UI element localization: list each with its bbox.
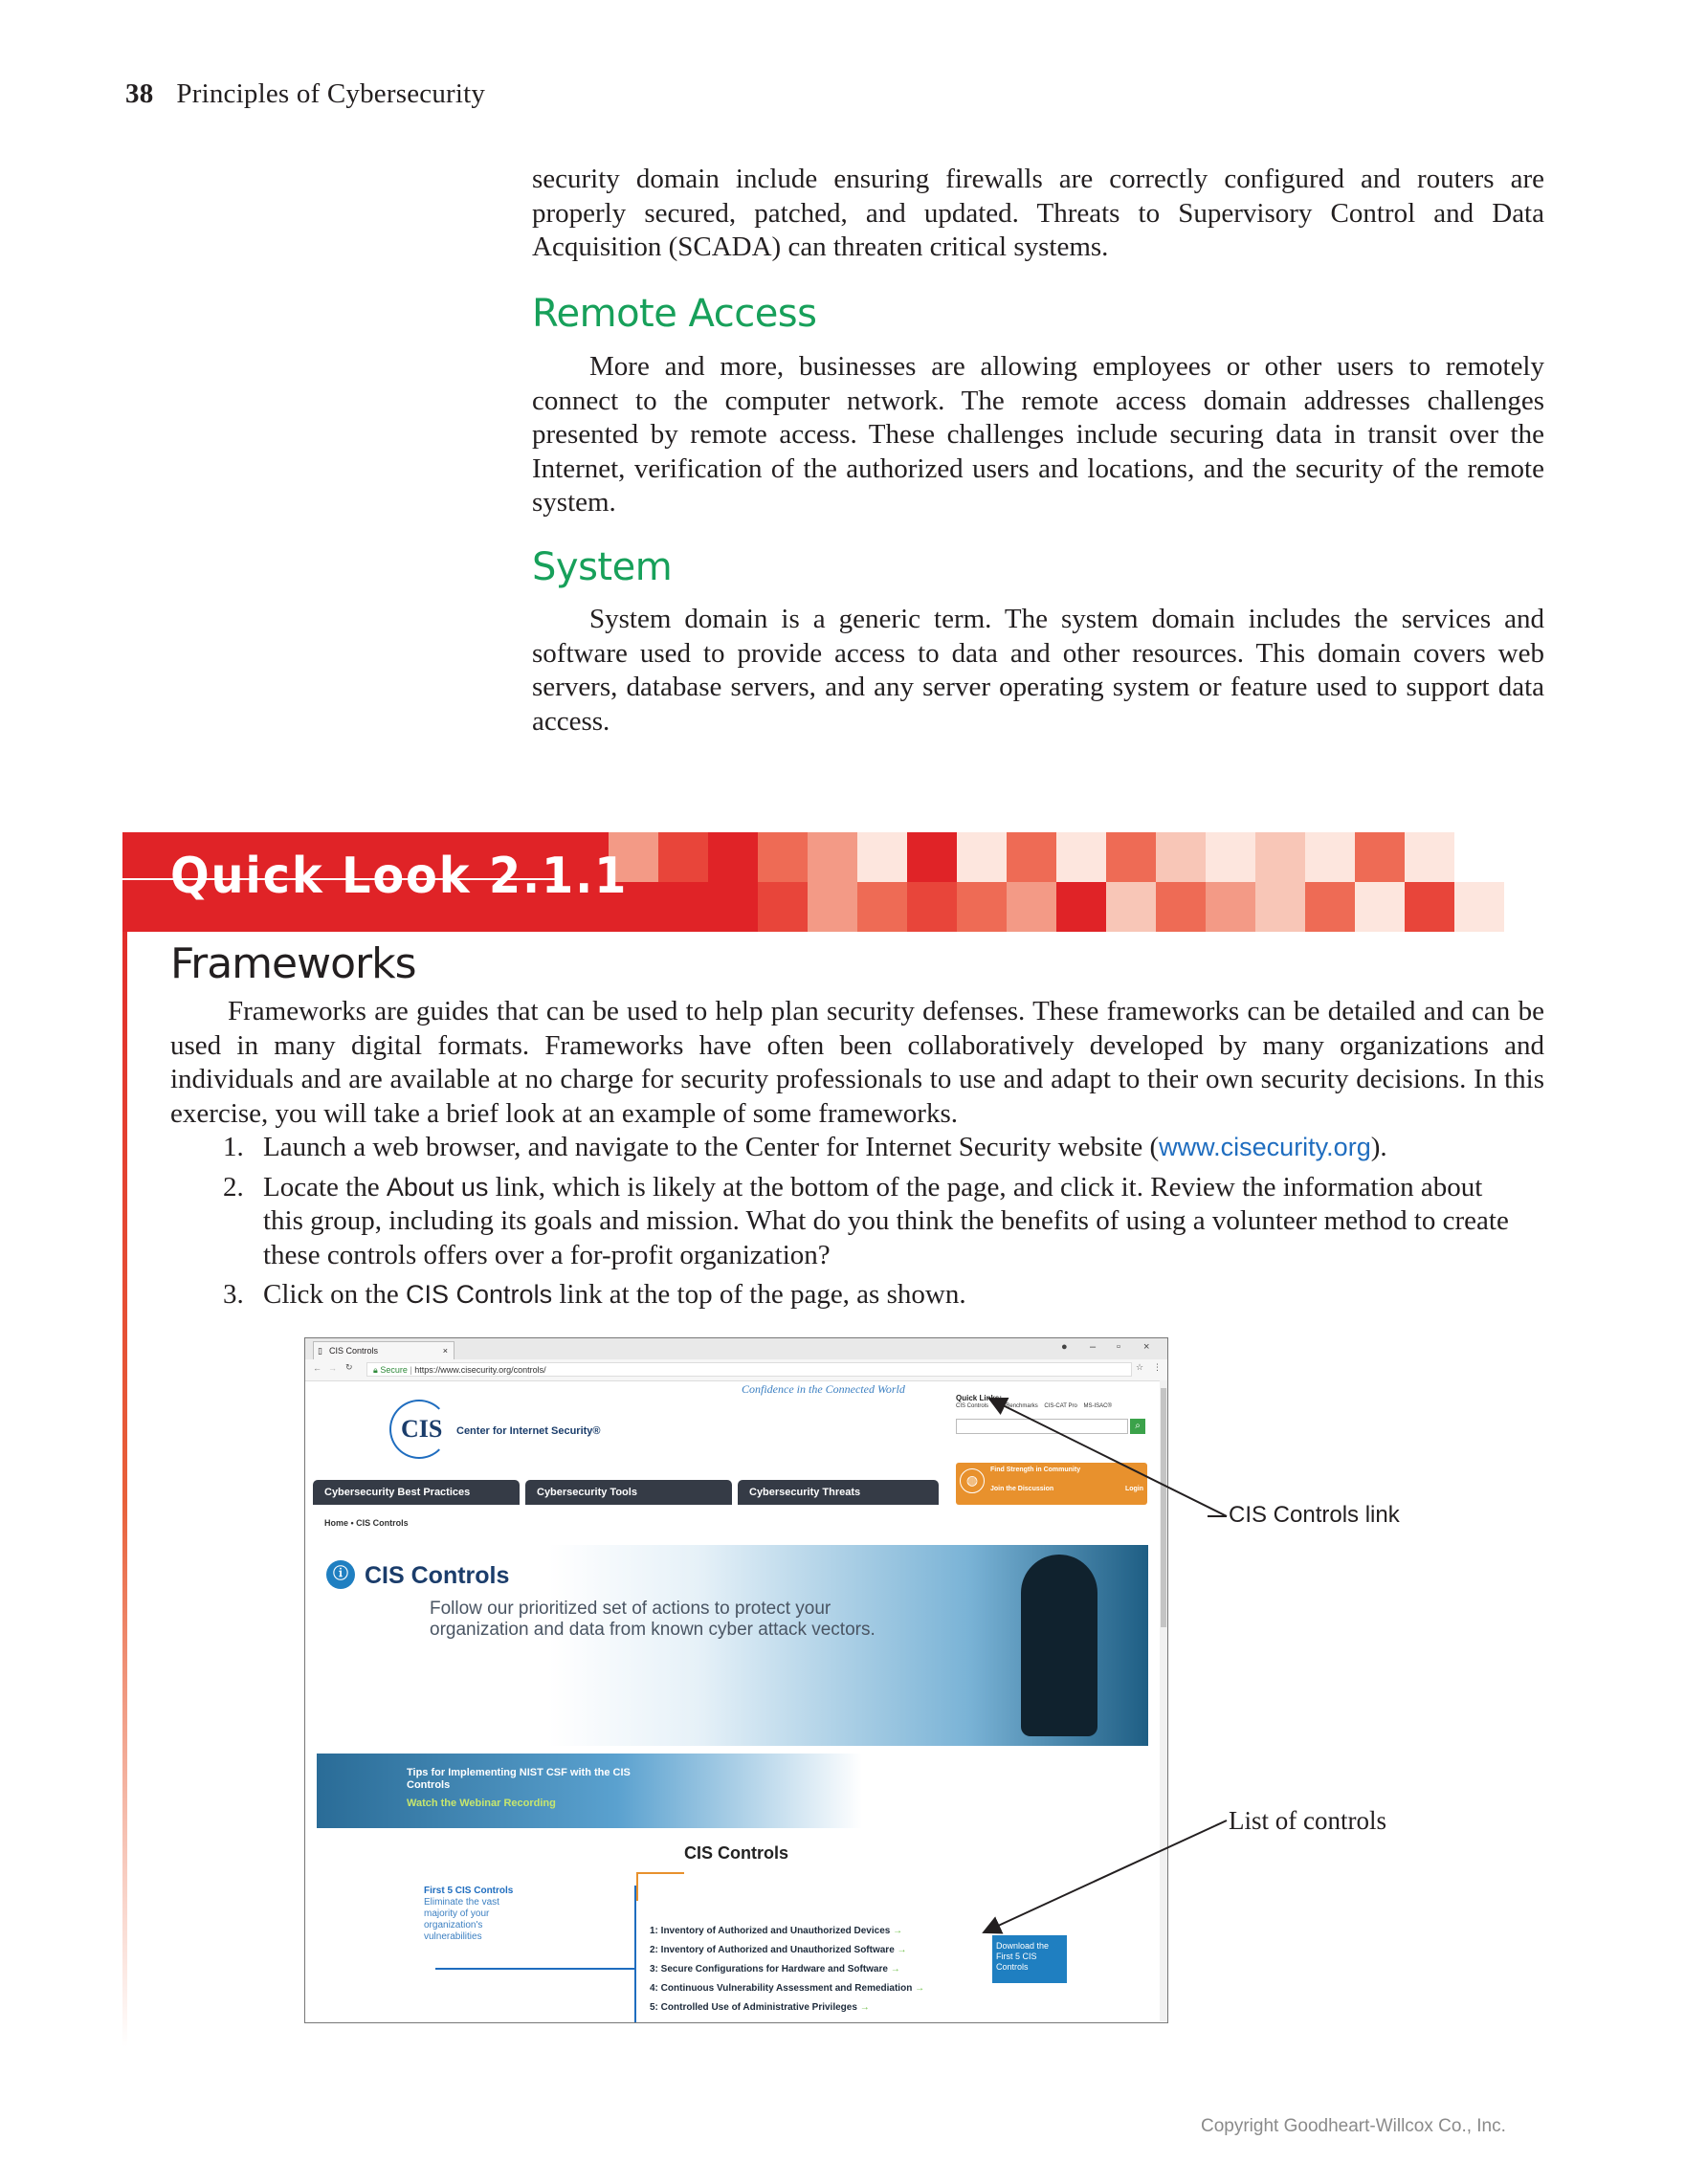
back-arrow-icon[interactable]: ← [313, 1363, 321, 1373]
globe-icon: ◍ [960, 1468, 985, 1493]
nav-tab-tools[interactable]: Cybersecurity Tools [525, 1480, 732, 1505]
copyright-footer: Copyright Goodheart-Willcox Co., Inc. [1201, 2116, 1506, 2136]
hero-text: Follow our prioritized set of actions to protect your organization and data from known cyber attack vectors. [430, 1599, 876, 1640]
system-paragraph: System domain is a generic term. The system domain includes the services and software used to provide access to data and other resources. This domain covers web servers, database servers, and any server operating system or feature used to support data access. [532, 604, 1544, 737]
section-heading-system: System [532, 545, 673, 589]
first5-text: Eliminate the vast majority of your organization's vulnerabilities [424, 1897, 499, 1942]
quick-look-intro: Frameworks are guides that can be used to help plan security defenses. These frameworks can be detailed and can be used in many digital formats. Frameworks have often been collaboratively developed by many organizations and individuals and are available at no charge for security professionals to use and adapt to their own security decisions. In this exercise, you will take a brief look at an example of some frameworks. [170, 996, 1544, 1129]
breadcrumb[interactable]: Home • CIS Controls [324, 1518, 409, 1528]
step-3: 3. Click on the CIS Controls link at the top of the page, as shown. [223, 1279, 966, 1310]
url-field[interactable]: 🔒︎ Secure | https://www.cisecurity.org/controls/ [366, 1362, 1132, 1377]
hero-title: CIS Controls [365, 1562, 510, 1589]
remote-access-paragraph: More and more, businesses are allowing employees or other users to remotely connect to the computer network. The remote access domain addresses challenges presented by remote access. These challenges include securing data in transit over the Internet, verification of the authorized users and locations, and the security of the remote system. [532, 351, 1544, 518]
close-icon[interactable]: × [442, 1346, 448, 1356]
step-1: 1. Launch a web browser, and navigate to the Center for Internet Security website (www.cisecurity.org). [223, 1132, 1387, 1162]
first5-title: First 5 CIS Controls [424, 1886, 514, 1896]
download-first5-button[interactable]: Download the First 5 CIS Controls [992, 1935, 1067, 1983]
document-icon: ▯ [318, 1346, 322, 1356]
window-close-icon[interactable]: × [1143, 1341, 1150, 1353]
arrow-right-icon: → [915, 1983, 925, 1994]
nav-tab-threats[interactable]: Cybersecurity Threats [738, 1480, 939, 1505]
login-link[interactable]: Login [1124, 1486, 1143, 1492]
quick-link-cis-controls[interactable]: CIS Controls [956, 1403, 989, 1409]
arrow-right-icon: → [859, 2002, 870, 2013]
control-row-3[interactable]: 3: Secure Configurations for Hardware and Software → [650, 1964, 900, 1974]
about-us-term: About us [386, 1172, 489, 1202]
lock-icon: 🔒︎ [373, 1365, 378, 1375]
callout-arrow-cis-link [989, 1399, 1227, 1516]
callout-cis-controls-link: CIS Controls link [1229, 1502, 1400, 1528]
minimize-icon[interactable]: – [1090, 1341, 1097, 1353]
cis-logo-text[interactable]: Center for Internet Security® [456, 1425, 601, 1437]
nav-tab-best-practices[interactable]: Cybersecurity Best Practices [313, 1480, 520, 1505]
quick-link-ms-isac[interactable]: MS-ISAC® [1083, 1403, 1112, 1409]
arrow-right-icon: → [897, 1945, 907, 1955]
intro-paragraph: security domain include ensuring firewalls are correctly configured and routers are properly secured, patched, and updated. Threats to Supervisory Control and Data Acquisition (SCADA) can threaten critical systems. [532, 164, 1544, 262]
quick-link-cis-cat[interactable]: CIS-CAT Pro [1044, 1403, 1077, 1409]
webinar-banner[interactable]: Tips for Implementing NIST CSF with the CIS Controls Watch the Webinar Recording [317, 1754, 862, 1828]
menu-dots-icon[interactable]: ⋮ [1153, 1362, 1162, 1372]
callout-arrow-controls-list [984, 1820, 1227, 1932]
webinar-link[interactable]: Watch the Webinar Recording [407, 1798, 556, 1809]
section-heading-remote-access: Remote Access [532, 292, 817, 336]
arrow-right-icon: → [893, 1926, 903, 1936]
control-row-1[interactable]: 1: Inventory of Authorized and Unauthorized Devices → [650, 1926, 903, 1936]
book-title: Principles of Cybersecurity [176, 78, 486, 109]
callout-list-of-controls: List of controls [1229, 1806, 1386, 1835]
quick-look-title: Frameworks [170, 939, 416, 988]
arrow-right-icon: → [890, 1964, 900, 1974]
page-number: 38 [125, 78, 154, 109]
info-circle-icon: ⓘ [326, 1560, 355, 1589]
quick-look-label: Quick Look 2.1.1 [170, 848, 629, 905]
cis-logo-mark[interactable]: CIS [401, 1415, 443, 1443]
star-icon[interactable]: ☆ [1136, 1362, 1144, 1372]
cis-controls-term: CIS Controls [406, 1280, 553, 1309]
join-discussion-link[interactable]: Join the Discussion [990, 1486, 1054, 1492]
site-tagline: Confidence in the Connected World [742, 1382, 905, 1396]
control-row-4[interactable]: 4: Continuous Vulnerability Assessment and Remediation → [650, 1983, 925, 1994]
quick-links-label: Quick Links: [956, 1394, 1003, 1402]
reload-icon[interactable]: ↻ [345, 1362, 353, 1372]
forward-arrow-icon[interactable]: → [328, 1363, 337, 1373]
step-2: 2. Locate the About us link, which is likely at the bottom of the page, and click it. Review the information about this group, including its goals and mission. What do you think the benefits of using a volunteer method to create these controls offers over a for-profit organization? [223, 1171, 1509, 1270]
controls-heading: CIS Controls [683, 1843, 788, 1863]
browser-tab[interactable]: ▯ CIS Controls × [313, 1341, 454, 1359]
restore-icon[interactable]: ▫ [1117, 1341, 1120, 1353]
control-row-2[interactable]: 2: Inventory of Authorized and Unauthorized Software → [650, 1945, 907, 1955]
community-banner[interactable]: ◍ Find Strength in Community Join the Discussion Login [956, 1463, 1147, 1505]
account-icon[interactable]: ● [1061, 1341, 1068, 1353]
cisecurity-link[interactable]: www.cisecurity.org [1159, 1133, 1371, 1161]
search-icon[interactable]: ⌕ [1130, 1419, 1145, 1434]
quick-link-benchmarks[interactable]: CIS Benchmarks [994, 1403, 1038, 1409]
control-row-5[interactable]: 5: Controlled Use of Administrative Privileges → [650, 2002, 870, 2013]
